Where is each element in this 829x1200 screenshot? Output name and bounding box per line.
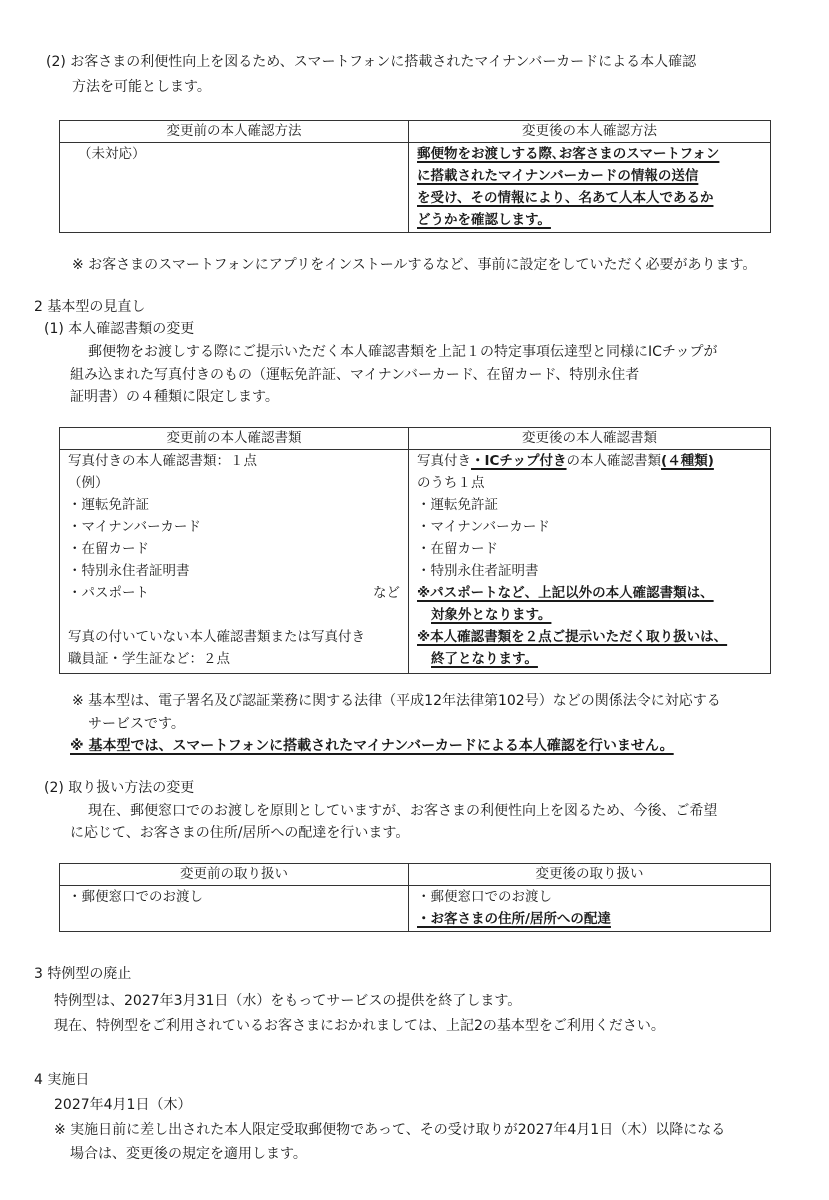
sec2-item1-para: 郵便物をお渡しする際にご提示いただく本人確認書類を上記１の特定事項伝達型と同様にICチップが — [88, 344, 718, 360]
sec1-item2-line1: (2) お客さまの利便性向上を図るため、スマートフォンに搭載されたマイナンバーカードによる本人確認 — [46, 54, 697, 70]
after-note: 終了となります。 — [431, 651, 538, 667]
table-header-after: 変更後の本人確認方法 — [409, 121, 771, 143]
sec4-heading: 4 実施日 — [34, 1072, 90, 1088]
list-item: ・マイナンバーカード — [68, 519, 201, 535]
before-line: 写真の付いていない本人確認書類または写真付き — [68, 629, 365, 645]
sec2-item2-para: 現在、郵便窓口でのお渡しを原則としていますが、お客さまの利便性向上を図るため、今後、ご希望 — [88, 803, 718, 819]
sec1-note: ※ お客さまのスマートフォンにアプリをインストールするなど、事前に設定をしていただく必要があります。 — [72, 257, 757, 273]
sec3-line1: 特例型は、2027年3月31日（水）をもってサービスの提供を終了します。 — [54, 993, 522, 1009]
after-text-line: に搭載されたマイナンバーカードの情報の送信 — [417, 168, 699, 184]
list-item: ・特別永住者証明書 — [68, 563, 190, 579]
after-note: 対象外となります。 — [431, 607, 552, 623]
sec4-note-cont: 場合は、変更後の規定を適用します。 — [70, 1146, 307, 1162]
list-item: ・マイナンバーカード — [417, 519, 550, 535]
list-item: ・運転免許証 — [68, 497, 149, 513]
before-line: 職員証・学生証など：２点 — [68, 651, 230, 667]
table-header-before: 変更前の取り扱い — [60, 864, 409, 886]
before-line: （例） — [68, 475, 109, 491]
list-item: ・特別永住者証明書 — [417, 563, 539, 579]
table-cell-after — [409, 886, 771, 932]
after-line-part: (４種類) — [661, 453, 714, 469]
table-cell-after — [409, 450, 771, 674]
sec4-note: ※ 実施日前に差し出された本人限定受取郵便物であって、その受け取りが2027年4月1日（木）以降になる — [54, 1122, 726, 1138]
table-header-before: 変更前の本人確認方法 — [60, 121, 409, 143]
before-line: 写真付きの本人確認書類：１点 — [68, 453, 257, 469]
table-cell-before — [60, 886, 409, 932]
after-note: ※本人確認書類を２点ご提示いただく取り扱いは、 — [417, 629, 728, 645]
handling-method-table — [59, 863, 771, 932]
sec4-date: 2027年4月1日（木） — [54, 1097, 192, 1113]
after-line: ・お客さまの住所/居所への配達 — [417, 911, 611, 927]
identity-method-table — [59, 120, 771, 233]
list-item: ・パスポート — [68, 585, 149, 601]
list-item: ・運転免許証 — [417, 497, 498, 513]
after-note: ※パスポートなど、上記以外の本人確認書類は、 — [417, 585, 714, 601]
sec2-note1: ※ 基本型は、電子署名及び認証業務に関する法律（平成12年法律第102号）などの関係法令に対応する — [72, 693, 721, 709]
sec2-item2-heading: (2) 取り扱い方法の変更 — [44, 780, 195, 796]
after-line-part: 写真付き — [417, 453, 471, 469]
sec2-item1-para: 組み込まれた写真付きのもの（運転免許証、マイナンバーカード、在留カード、特別永住者 — [70, 367, 640, 383]
sec1-item2-line2: 方法を可能とします。 — [72, 79, 211, 95]
sec2-note1-cont: サービスです。 — [88, 716, 185, 732]
nado-label: など — [373, 585, 400, 601]
after-line-part: ・ICチップ付き — [471, 453, 567, 469]
after-line: ・郵便窓口でのお渡し — [417, 889, 552, 905]
sec2-note2: ※ 基本型では、スマートフォンに搭載されたマイナンバーカードによる本人確認を行いません。 — [70, 738, 674, 754]
table-cell-before — [60, 143, 409, 233]
sec3-heading: 3 特例型の廃止 — [34, 966, 132, 982]
sec2-item2-para: に応じて、お客さまの住所/居所への配達を行います。 — [70, 825, 410, 841]
list-item: ・在留カード — [417, 541, 498, 557]
list-item: ・在留カード — [68, 541, 149, 557]
after-line-part: の本人確認書類 — [566, 453, 662, 469]
table-cell-before — [60, 450, 409, 674]
before-line: ・郵便窓口でのお渡し — [68, 889, 203, 905]
table-cell-after — [409, 143, 771, 233]
after-text-line: どうかを確認します。 — [417, 212, 551, 228]
sec2-heading: 2 基本型の見直し — [34, 299, 146, 315]
identity-document-table — [59, 427, 771, 674]
sec3-line2: 現在、特例型をご利用されているお客さまにおかれましては、上記2の基本型をご利用ください。 — [54, 1018, 665, 1034]
table-header-after: 変更後の本人確認書類 — [409, 428, 771, 450]
after-text-line: 郵便物をお渡しする際､お客さまのスマートフォン — [417, 146, 720, 162]
sec2-item1-heading: (1) 本人確認書類の変更 — [44, 321, 195, 337]
after-text-line: を受け、その情報により、名あて人本人であるか — [417, 190, 714, 206]
after-line: のうち１点 — [417, 475, 485, 491]
table-header-before: 変更前の本人確認書類 — [60, 428, 409, 450]
sec2-item1-para: 証明書）の４種類に限定します。 — [70, 389, 279, 405]
before-text: （未対応） — [78, 146, 146, 162]
table-header-after: 変更後の取り扱い — [409, 864, 771, 886]
